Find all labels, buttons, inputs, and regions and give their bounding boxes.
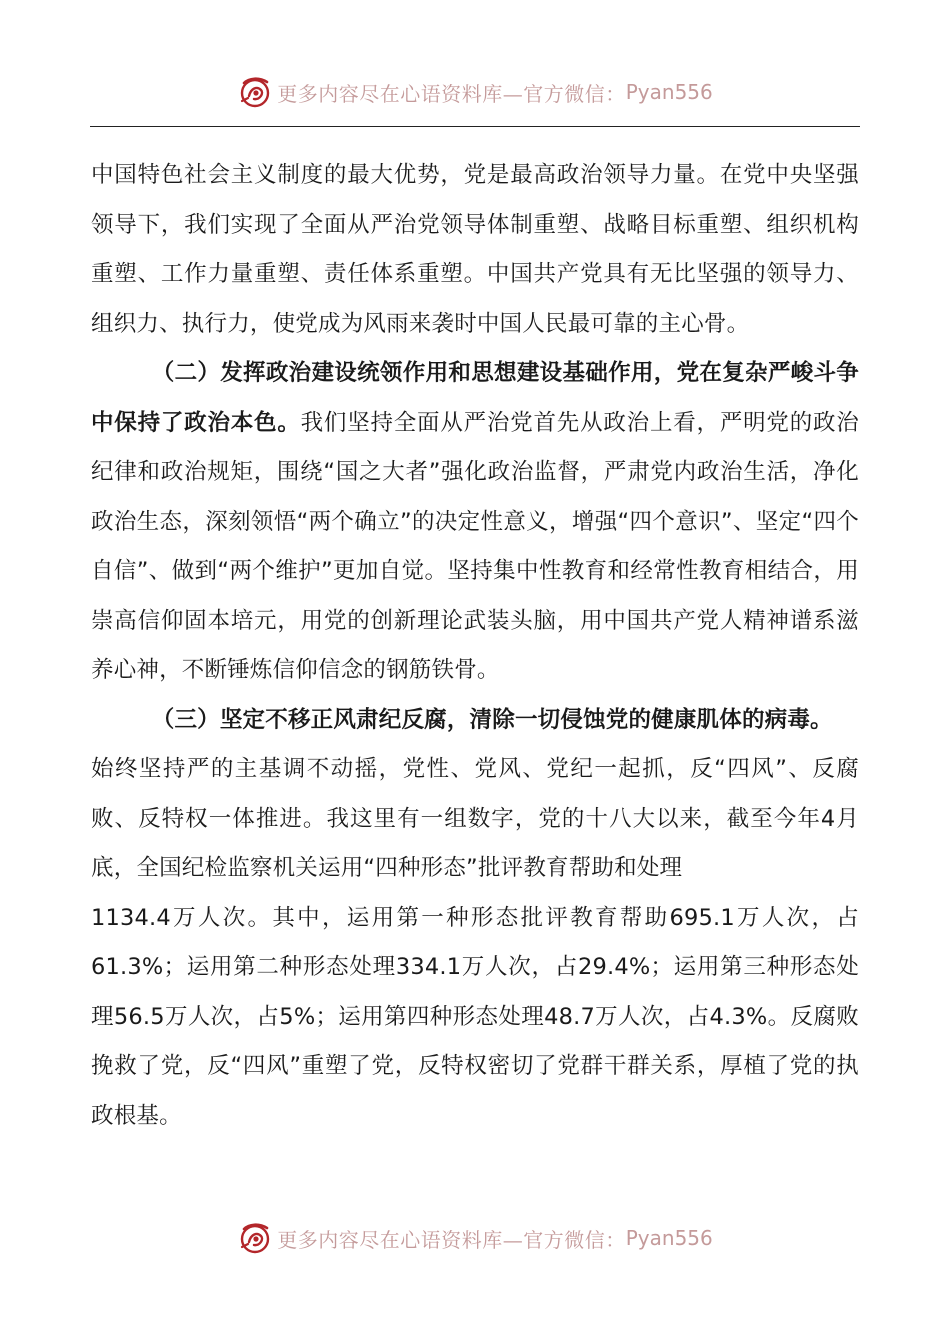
header-divider: [90, 126, 860, 127]
paragraph-3-text-b: 1134.4万人次。其中，运用第一种形态批评教育帮助695.1万人次，占61.3%；运用第二种形态处理334.1万人次，占29.4%；运用第三种形态处理56.5万人次，占5%；运用第四种形态处理48.7万人次，占4.3%。反腐败挽救了党，反“四风”重塑了党，反特权密切了党群干群关系，厚植了党的执政根基。: [91, 904, 859, 1129]
paragraph-3-heading: （三）坚定不移正风肃纪反腐，清除一切侵蚀党的健康肌体的病毒。: [151, 706, 833, 733]
footer-banner-text: 更多内容尽在心语资料库—官方微信：: [277, 1227, 626, 1252]
paragraph-3-text-a: 始终坚持严的主基调不动摇，党性、党风、党纪一起抓，反“四风”、反腐败、反特权一体推进。我这里有一组数字，党的十八大以来，截至今年4月底，全国纪检监察机关运用“四种形态”批评教育帮助和处理: [91, 756, 859, 881]
footer-banner: [0, 1216, 950, 1260]
header-banner-text: 更多内容尽在心语资料库—官方微信：: [277, 81, 626, 106]
paragraph-2-heading: （二）发挥政治建设统领作用和思想建设基础作用，党在复杂严峻斗争中保持了政治本色。: [91, 360, 859, 436]
document-body: [91, 151, 859, 1141]
paragraph-2-text: 我们坚持全面从严治党首先从政治上看，严明党的政治纪律和政治规矩，围绕“国之大者”强化政治监督，严肃党内政治生活，净化政治生态，深刻领悟“两个确立”的决定性意义，增强“四个意识”、坚定“四个自信”、做到“两个维护”更加自觉。坚持集中性教育和经常性教育相结合，用崇高信仰固本培元，用党的创新理论武装头脑，用中国共产党人精神谱系滋养心神，不断锤炼信仰信念的钢筋铁骨。: [91, 409, 859, 683]
paragraph-1: 中国特色社会主义制度的最大优势，党是最高政治领导力量。在党中央坚强领导下，我们实现了全面从严治党领导体制重塑、战略目标重塑、组织机构重塑、工作力量重塑、责任体系重塑。中国共产党具有无比坚强的领导力、组织力、执行力，使党成为风雨来袭时中国人民最可靠的主心骨。: [91, 162, 859, 337]
header-banner-contact: Pyan556: [625, 80, 713, 104]
paragraph-3-heading-line: [91, 696, 859, 746]
xinyu-logo-icon: [237, 74, 273, 110]
paragraph-2: [91, 349, 859, 696]
xinyu-logo-icon: [237, 1220, 273, 1256]
footer-banner-contact: Pyan556: [625, 1226, 713, 1250]
header-banner: [0, 70, 950, 114]
